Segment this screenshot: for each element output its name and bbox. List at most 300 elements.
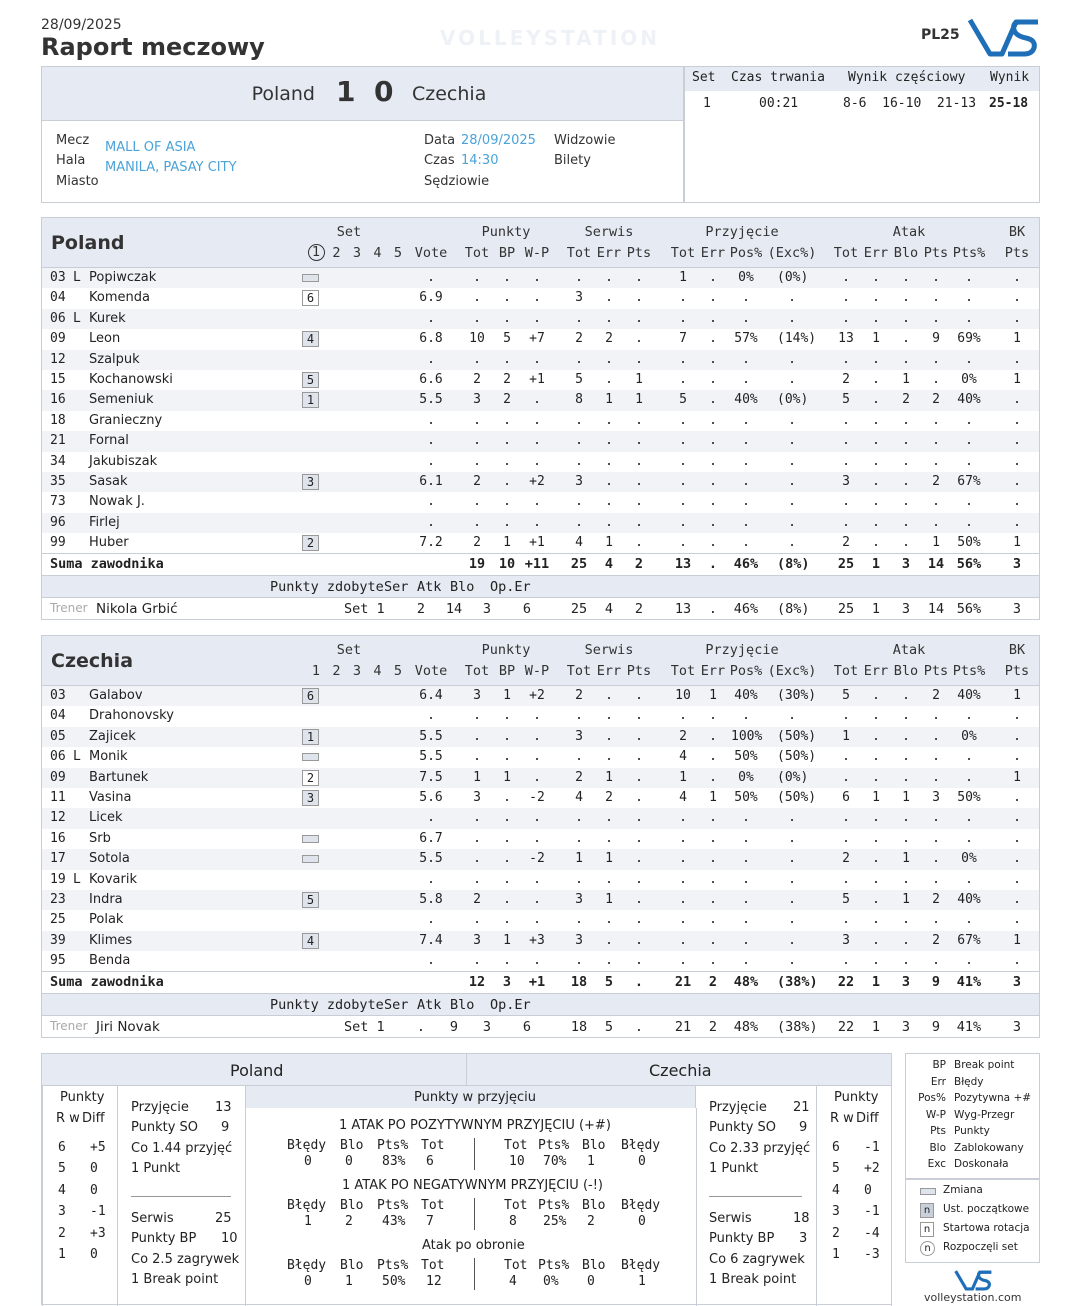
player-number: 25 <box>50 912 66 928</box>
stat-cell: 8 <box>575 392 583 408</box>
stat-cell: 1 <box>605 891 613 907</box>
stat-cell: . <box>902 351 910 367</box>
stat-cell: . <box>427 871 435 887</box>
stat-cell: . <box>605 871 613 887</box>
stat-cell: . <box>742 310 750 326</box>
header-przyjecie: Przyjęcie <box>705 642 779 658</box>
stat-cell: . <box>742 351 750 367</box>
stat-cell: . <box>788 912 796 928</box>
stat-cell: . <box>965 708 973 724</box>
stat-cell: . <box>965 810 973 826</box>
label-bilety: Bilety <box>554 153 591 168</box>
stat-cell: . <box>605 810 613 826</box>
stat-cell: 1 <box>679 270 687 285</box>
player-number: 16 <box>50 392 66 408</box>
stat-cell: . <box>635 433 643 449</box>
stat-cell: 57% <box>734 331 758 347</box>
label-czas: Czas <box>424 153 455 168</box>
col-value: 8 <box>509 1214 517 1229</box>
stat-cell: . <box>473 851 481 867</box>
rotation-diff-value: +5 <box>90 1140 106 1155</box>
reception-breakdown <box>41 1053 892 1305</box>
stat-value: 9 <box>221 1120 230 1135</box>
legend-marker-label: Startowa rotacja <box>943 1222 1030 1234</box>
stat-cell: 2 <box>679 728 687 744</box>
summary-cell: +11 <box>524 556 550 573</box>
stat-cell: . <box>427 514 435 530</box>
stat-cell: 2 <box>473 473 481 489</box>
trainer-stat: 3 <box>482 1019 492 1036</box>
rotation-diff-value: 0 <box>90 1161 98 1177</box>
stat-cell: . <box>709 290 717 306</box>
stat-cell: . <box>1013 953 1021 969</box>
stat-cell: . <box>679 453 687 469</box>
stat-cell: . <box>872 932 880 948</box>
points-scored-head: Ser <box>384 579 409 596</box>
stat-cell: . <box>533 412 541 428</box>
stat-cell: . <box>709 351 717 367</box>
stat-cell: . <box>788 433 796 449</box>
stat-cell: . <box>679 871 687 887</box>
stat-cell: 1 <box>709 789 717 805</box>
stat-cell: . <box>902 270 910 285</box>
stat-cell: . <box>679 708 687 724</box>
points-scored-row <box>42 575 1039 597</box>
stat-cell: . <box>965 912 973 928</box>
trainer-stat: 25 <box>570 601 588 618</box>
player-row <box>42 788 1039 808</box>
stat-cell: . <box>872 270 880 285</box>
stat-cell: 69% <box>957 331 981 347</box>
stat-cell: . <box>1013 473 1021 489</box>
stat-cell: . <box>427 351 435 367</box>
stat-cell: . <box>872 728 880 744</box>
stat-cell: 7.5 <box>419 769 443 785</box>
stat-cell: . <box>902 708 910 724</box>
stat-cell: . <box>902 535 910 551</box>
stat-cell: . <box>742 371 750 387</box>
trainer-name: Jiri Novak <box>96 1019 160 1036</box>
rotation-punkty: Punkty <box>834 1090 879 1105</box>
stat-cell: 1 <box>842 728 850 744</box>
header-set: Set <box>336 224 362 240</box>
stat-cell: . <box>902 769 910 785</box>
player-name: Vasina <box>89 789 132 805</box>
player-number: 15 <box>50 371 66 387</box>
summary-cell: 1 <box>871 556 881 573</box>
stat-cell: 2 <box>605 789 613 805</box>
stat-cell: . <box>605 749 613 765</box>
stat-label: Serwis <box>709 1211 752 1226</box>
stat-cell: 1 <box>473 769 481 785</box>
player-row <box>42 931 1039 951</box>
stat-cell: . <box>503 851 511 867</box>
trainer-stat: 3 <box>1012 1019 1022 1036</box>
rotation-number: 2 <box>58 1225 66 1241</box>
stat-cell: . <box>842 953 850 969</box>
col-head: Blo <box>340 1198 364 1213</box>
table-header <box>42 636 1039 686</box>
player-name: Kurek <box>89 310 126 326</box>
stat-cell: . <box>473 830 481 846</box>
stat-cell: . <box>709 728 717 744</box>
stat-cell: . <box>788 351 796 367</box>
player-name: Zajicek <box>89 728 136 744</box>
stat-cell: . <box>533 708 541 724</box>
trainer-stat: 4 <box>604 601 614 618</box>
col-value: 12 <box>426 1274 442 1289</box>
stat-cell: . <box>902 310 910 326</box>
player-row <box>42 747 1039 767</box>
stat-cell: . <box>1013 728 1021 744</box>
stat-cell: 5.8 <box>419 891 443 907</box>
stat-cell: 0% <box>738 270 754 285</box>
header-tot: Tot <box>566 245 592 261</box>
stat-cell: . <box>932 351 940 367</box>
stat-cell: . <box>788 494 796 510</box>
stat-cell: . <box>709 310 717 326</box>
trainer-stat: 21 <box>674 1019 692 1036</box>
stat-cell: . <box>533 392 541 408</box>
legend-desc: Zablokowany <box>954 1141 1024 1154</box>
stat-cell: 1 <box>605 392 613 408</box>
stat-cell: . <box>605 290 613 306</box>
stat-cell: 5.5 <box>419 851 443 867</box>
header-serwis: Serwis <box>584 224 634 240</box>
stat-cell: . <box>679 371 687 387</box>
player-row <box>42 951 1039 971</box>
stat-cell: . <box>709 871 717 887</box>
stat-cell: 2 <box>473 371 481 387</box>
set-start-marker: 5 <box>302 372 319 388</box>
player-number: 04 <box>50 708 66 724</box>
stat-cell: . <box>503 473 511 489</box>
stat-cell: . <box>872 953 880 969</box>
stat-cell: . <box>473 749 481 765</box>
stat-cell: . <box>473 953 481 969</box>
stat-cell: . <box>427 453 435 469</box>
player-name: Nowak J. <box>89 494 145 510</box>
player-number: 09 <box>50 769 66 785</box>
stat-cell: . <box>1013 789 1021 805</box>
stat-cell: . <box>872 688 880 703</box>
stat-cell: . <box>575 749 583 765</box>
stat-label: Punkty BP <box>709 1231 775 1246</box>
set-start-marker: 4 <box>302 331 319 347</box>
player-role: L <box>73 871 81 887</box>
stat-cell: . <box>842 310 850 326</box>
stat-cell: . <box>635 728 643 744</box>
header-atak: Atak <box>892 642 926 658</box>
section-divider <box>474 1258 475 1290</box>
set-number: 1 <box>703 96 711 111</box>
stat-cell: 1 <box>503 932 511 948</box>
stat-cell: . <box>427 494 435 510</box>
summary-row <box>42 553 1039 575</box>
player-name: Leon <box>89 331 121 347</box>
player-row <box>42 411 1039 431</box>
header-tot: Tot <box>833 663 859 679</box>
stat-cell: 3 <box>575 728 583 744</box>
col-head: Pts% <box>538 1138 570 1153</box>
rotation-rw: R w <box>830 1111 854 1126</box>
rotation-number: 3 <box>832 1204 840 1220</box>
stat-cell: . <box>605 953 613 969</box>
summary-cell: 48% <box>733 974 759 991</box>
stat-cell: 5.5 <box>419 392 443 408</box>
player-name: Kovarik <box>89 871 137 887</box>
summary-cell: 3 <box>901 974 911 991</box>
volleystation-logo-icon <box>968 16 1042 58</box>
stat-cell: . <box>709 932 717 948</box>
player-number: 99 <box>50 535 66 551</box>
stat-cell: . <box>503 412 511 428</box>
start-lineup-icon: n <box>920 1203 934 1218</box>
legend-desc: Doskonała <box>954 1158 1009 1170</box>
stat-cell: . <box>503 453 511 469</box>
stat-cell: . <box>533 912 541 928</box>
stat-cell: . <box>902 433 910 449</box>
player-number: 16 <box>50 830 66 846</box>
stat-cell: . <box>473 270 481 285</box>
stat-cell: . <box>635 688 643 703</box>
stat-cell: . <box>679 473 687 489</box>
player-row <box>42 870 1039 890</box>
table-header <box>42 218 1039 268</box>
col-head: Blo <box>582 1258 606 1273</box>
stat-cell: . <box>902 912 910 928</box>
stat-cell: 2 <box>605 331 613 347</box>
stat-cell: . <box>605 932 613 948</box>
stat-cell: . <box>742 433 750 449</box>
league-code: PL25 <box>921 27 960 43</box>
stat-label: Punkty SO <box>709 1120 777 1135</box>
stat-cell: . <box>473 310 481 326</box>
stat-cell: 2 <box>932 392 940 408</box>
col-head: Blo <box>582 1198 606 1213</box>
stat-cell: . <box>709 433 717 449</box>
stat-cell: . <box>679 912 687 928</box>
header-przyjecie: Przyjęcie <box>705 224 779 240</box>
player-number: 03 <box>50 270 66 285</box>
rotation-number: 5 <box>832 1161 840 1177</box>
legend-desc: Pozytywna +# <box>954 1092 1032 1104</box>
stat-cell: . <box>1013 412 1021 428</box>
stat-cell: . <box>902 412 910 428</box>
stat-cell: . <box>473 412 481 428</box>
player-name: Srb <box>89 830 111 846</box>
stat-cell: 5 <box>503 331 511 347</box>
player-name: Szalpuk <box>89 351 140 367</box>
stat-cell: . <box>503 810 511 826</box>
stat-cell: . <box>932 494 940 510</box>
rotation-number: 5 <box>58 1161 66 1177</box>
stat-cell: . <box>1013 810 1021 826</box>
header-set-1: 1 <box>311 663 321 679</box>
stat-cell: . <box>788 310 796 326</box>
mid-title: Punkty w przyjęciu <box>414 1090 537 1105</box>
stat-cell: 1 <box>1013 535 1021 551</box>
stat-cell: . <box>635 412 643 428</box>
player-row <box>42 890 1039 910</box>
header-ptsp: Pts% <box>952 663 986 679</box>
stat-cell: . <box>872 310 880 326</box>
stat-cell: 2 <box>575 769 583 785</box>
stat-cell: 4 <box>575 535 583 551</box>
stat-cell: . <box>635 351 643 367</box>
stat-cell: . <box>872 514 880 530</box>
player-row <box>42 350 1039 370</box>
header-blo: Blo <box>893 245 919 261</box>
stat-cell: 2 <box>503 371 511 387</box>
stat-cell: . <box>473 494 481 510</box>
stat-cell: . <box>788 891 796 907</box>
team-name: Czechia <box>51 650 134 672</box>
points-scored-row <box>42 993 1039 1015</box>
stat-cell: . <box>742 830 750 846</box>
stat-cell: 3 <box>842 473 850 489</box>
trainer-stat: 1 <box>871 1019 881 1036</box>
stat-cell: . <box>788 810 796 826</box>
stat-cell: . <box>742 851 750 867</box>
stat-cell: . <box>605 514 613 530</box>
stat-cell: 1 <box>902 789 910 805</box>
stat-cell: . <box>788 535 796 551</box>
stat-cell: . <box>635 494 643 510</box>
col-value: 0 <box>304 1274 312 1289</box>
stat-cell: . <box>965 433 973 449</box>
player-name: Huber <box>89 535 129 551</box>
header-bk: BK <box>1008 642 1026 658</box>
stat-cell: . <box>902 749 910 765</box>
stat-cell: 50% <box>957 789 981 805</box>
stat-cell: . <box>503 514 511 530</box>
stat-cell: . <box>965 412 973 428</box>
stat-cell: (50%) <box>777 749 817 765</box>
rotation-home <box>42 1086 118 1306</box>
summary-cell: 5 <box>604 974 614 991</box>
stat-cell: . <box>575 351 583 367</box>
stat-cell: . <box>473 351 481 367</box>
stat-cell: 40% <box>734 688 758 703</box>
stat-cell: 5.6 <box>419 789 443 805</box>
stat-label: Przyjęcie <box>131 1100 189 1115</box>
trainer-label: Trener <box>50 601 88 616</box>
points-scored-head: Blo <box>450 997 475 1014</box>
stat-cell: . <box>679 891 687 907</box>
stat-cell: . <box>709 810 717 826</box>
trainer-name: Nikola Grbić <box>96 601 178 618</box>
player-role: L <box>73 270 81 285</box>
stat-cell: . <box>788 708 796 724</box>
stat-cell: . <box>872 708 880 724</box>
trainer-row <box>42 597 1039 619</box>
col-head: Błędy <box>287 1258 327 1273</box>
header-serwis: Serwis <box>584 642 634 658</box>
stat-cell: . <box>635 953 643 969</box>
points-scored-head: Blo <box>450 579 475 596</box>
label-sedziowie: Sędziowie <box>424 174 490 189</box>
stat-cell: 1 <box>679 769 687 785</box>
set-start-icon: n <box>920 1241 935 1256</box>
stat-cell: . <box>872 433 880 449</box>
header-blo: Blo <box>893 663 919 679</box>
stat-cell: . <box>709 453 717 469</box>
stat-cell: . <box>533 830 541 846</box>
trainer-stat: 14 <box>445 601 463 618</box>
player-name: Bartunek <box>89 769 149 785</box>
stat-cell: 2 <box>473 891 481 907</box>
stat-cell: . <box>788 953 796 969</box>
set-result: 25-18 <box>989 96 1029 111</box>
stat-cell: . <box>427 708 435 724</box>
stat-cell: . <box>503 708 511 724</box>
stat-label: Serwis <box>131 1211 174 1226</box>
col-head: Blo <box>582 1138 606 1153</box>
player-number: 12 <box>50 810 66 826</box>
header-wp: W-P <box>524 663 550 679</box>
stat-cell: . <box>742 290 750 306</box>
set-start-marker <box>302 835 319 843</box>
stat-cell: . <box>605 453 613 469</box>
date-value: 28/09/2025 <box>461 133 536 148</box>
summary-cell: 3 <box>1012 974 1022 991</box>
trainer-stat: 48% <box>733 1019 759 1036</box>
trainer-stat: 6 <box>522 1019 532 1036</box>
stat-cell: . <box>503 270 511 285</box>
header-tot: Tot <box>670 663 696 679</box>
legend-markers <box>905 1179 1040 1263</box>
player-name: Drahonovsky <box>89 708 174 724</box>
col-value: 4 <box>509 1274 517 1289</box>
rotation-rw: R w <box>56 1111 80 1126</box>
stat-cell: 3 <box>575 891 583 907</box>
stat-cell: 1 <box>872 789 880 805</box>
section-title: 1 ATAK PO POZYTYWNYM PRZYJĘCIU (+#) <box>339 1118 611 1133</box>
col-value: 2 <box>345 1214 353 1229</box>
stat-cell: . <box>788 412 796 428</box>
stat-cell: . <box>533 310 541 326</box>
stat-value: 25 <box>215 1211 232 1226</box>
summary-cell: . <box>708 556 718 573</box>
separator <box>131 1196 231 1197</box>
col-head: Tot <box>421 1198 445 1213</box>
stat-cell: 1 <box>902 851 910 867</box>
legend-abbr: Exc <box>927 1158 946 1170</box>
stat-cell: . <box>709 392 717 408</box>
stat-cell: 6.8 <box>419 331 443 347</box>
stat-cell: . <box>635 932 643 948</box>
stat-cell: . <box>872 371 880 387</box>
stat-cell: . <box>842 708 850 724</box>
stat-cell: . <box>742 912 750 928</box>
header-set-4: 4 <box>373 663 382 679</box>
stat-cell: . <box>1013 453 1021 469</box>
col-head: Pts% <box>538 1258 570 1273</box>
legend-abbr: Blo <box>929 1141 946 1154</box>
stat-cell: 0% <box>738 769 754 785</box>
stat-cell: . <box>635 473 643 489</box>
col-value: 0 <box>345 1154 353 1169</box>
stat-cell: +1 <box>529 371 545 387</box>
summary-cell: 56% <box>956 556 982 573</box>
stat-points: 1 Punkt <box>131 1161 181 1176</box>
stat-cell: 10 <box>675 688 691 703</box>
home-sets-won: 1 <box>336 75 356 108</box>
rotation-number: 1 <box>832 1247 840 1262</box>
header-err: Err <box>700 245 726 261</box>
stat-cell: . <box>575 871 583 887</box>
